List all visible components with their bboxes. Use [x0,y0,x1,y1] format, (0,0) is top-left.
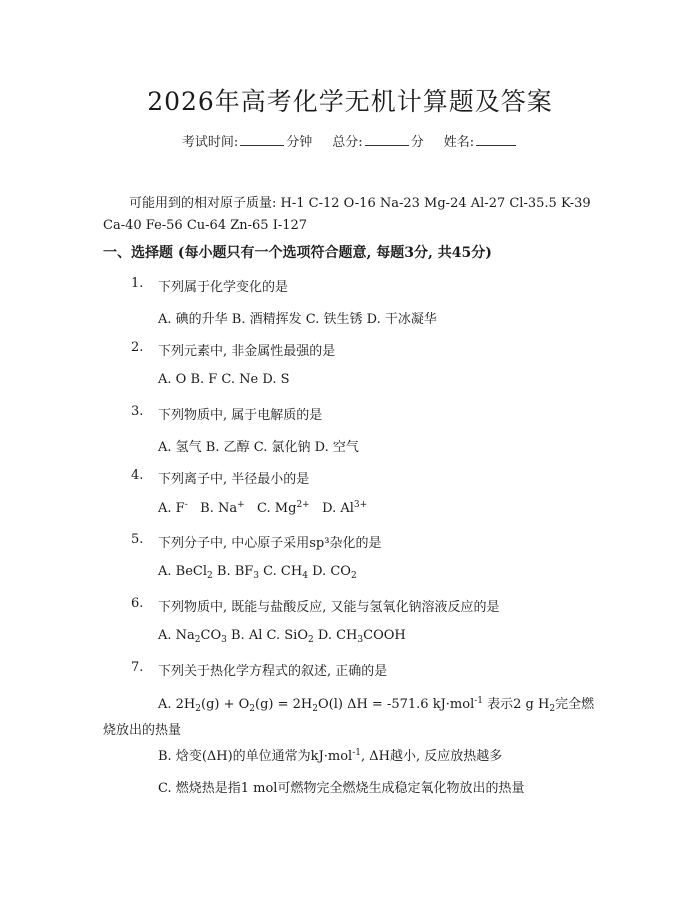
option-c: C. 燃烧热是指1 mol可燃物完全燃烧生成稳定氧化物放出的热量 [158,781,525,796]
page-title: 2026年高考化学无机计算题及答案 [147,87,553,116]
option-a: A. F- [158,500,188,516]
option-a: A. BeCl$_2$ [158,564,213,581]
total-score-unit: 分 [410,135,424,150]
question-stem: 下列离子中, 半径最小的是 [158,472,310,487]
student-name-label: 姓名: [443,135,475,150]
question-options [158,628,406,645]
student-name [444,131,518,150]
question-options [158,500,367,516]
question-number: 6. [131,596,144,611]
option-b: B. Na+ [200,500,245,516]
question-stem: 下列属于化学变化的是 [158,280,289,295]
option-d: D. $CH_3COOH$ [317,628,406,645]
question-options: A. O B. F C. Ne D. S [158,372,290,387]
section-heading: 一、选择题 (每小题只有一个选项符合题意, 每题3分, 共45分) [103,245,492,261]
option-d: D. $CO_2$ [312,564,357,581]
total-score-blank[interactable] [365,133,409,146]
question-stem: 下列关于热化学方程式的叙述, 正确的是 [158,664,388,679]
option-d: D. $Al^{3+}$ [322,500,368,516]
question-number: 5. [131,532,144,547]
question-number: 2. [131,340,144,355]
question-number: 1. [131,276,144,291]
question-options: A. 氢气 B. 乙醇 C. 氯化钠 D. 空气 [158,440,359,455]
question-options: A. 碘的升华 B. 酒精挥发 C. 铁生锈 D. 干冰凝华 [158,312,437,327]
total-score-label: 总分: [332,135,363,150]
exam-time-blank[interactable] [240,133,284,146]
option-b: B. Al [231,628,263,643]
total-score [332,131,423,150]
exam-time [182,131,312,150]
exam-time-label: 考试时间: [181,135,239,150]
option-b: B. 焓变(ΔH)的单位通常为kJ·mol$^{-1}$, ΔH越小, 反应放热越多 [158,748,503,764]
question-stem: 下列元素中, 非金属性最强的是 [158,344,336,359]
question-stem: 下列物质中, 既能与盐酸反应, 又能与氢氧化钠溶液反应的是 [158,600,500,615]
option-a: A. $2H_2(g) + O_2(g) = 2H_2O(l) \Delta H = -571.6$ kJ·mol$^{-1}$ 表示2 g $H_2$完全燃烧放出的热量 [103,696,595,738]
question-stem: 下列分子中, 中心原子采用sp³杂化的是 [158,536,382,551]
question-stem: 下列物质中, 属于电解质的是 [158,408,323,423]
exam-time-unit: 分钟 [286,135,313,150]
option-c: C. $Mg^{2+}$ [257,500,310,516]
student-name-blank[interactable] [476,133,516,146]
option-a: A. $Na_2CO_3$ [158,628,227,645]
question-number: 4. [131,468,144,483]
option-c: C. SiO$_2$ [266,628,314,645]
question-options [158,564,357,581]
option-c: C. $CH_4$ [263,564,308,581]
question-number: 7. [131,660,144,675]
option-b: B. $BF_3$ [216,564,260,581]
atomic-masses: 可能用到的相对原子质量: H-1 C-12 O-16 Na-23 Mg-24 Al-27 Cl-35.5 K-39 Ca-40 Fe-56 Cu-64 Zn-65 I-127 [103,196,591,233]
question-number: 3. [131,404,144,419]
exam-info [0,131,700,150]
